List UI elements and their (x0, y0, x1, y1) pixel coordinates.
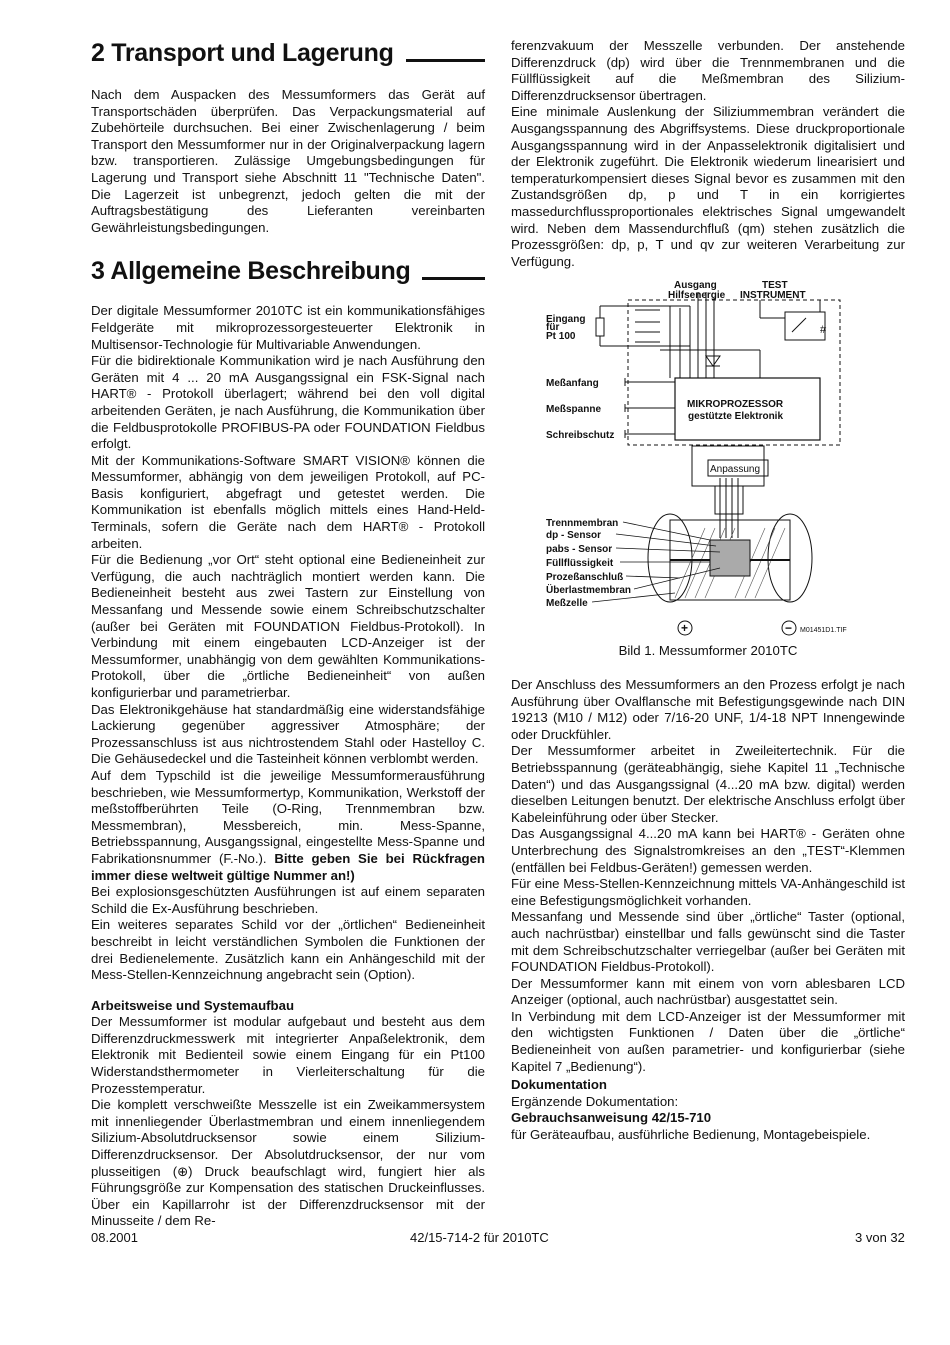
paragraph: Der Messumformer arbeitet in Zweileitertechnik. Für die Betriebsspannung (geräteabhängig, siehe Kapitel 11 „Technische Daten“) und das Ausgangssignal (4...20 mA bzw. digital) werden dieselben Leitungen benutzt. Der elektrische Anschluss erfolgt über Kabeleinführung oder über Stecker. (511, 743, 905, 825)
paragraph: Das Elektronikgehäuse hat standardmäßig eine widerstandsfähige Lackierung gegenüber aggressiver Atmosphäre; der Prozessanschluss ist aus nichtrostendem Stahl oder Hastelloy C. Die Gehäusedeckel und die Tasteinheit können verblombt werden. (91, 701, 485, 767)
pt100-resistor (596, 318, 604, 336)
paragraph: Der Messumformer ist modular aufgebaut und besteht aus dem Differenzdruckmesswerk mit integrierter Anpaßelektronik, dem Elektronik mit Bedienteil sowie einem Eingang für ein Pt100 Widerstandsthermometer in Vierleiterschaltung für die Prozesstemperatur. (91, 1014, 485, 1096)
section-2-heading: 2 Transport und Lagerung (91, 38, 485, 68)
figure-caption: Bild 1. Messumformer 2010TC (618, 643, 798, 658)
label-elektronik: gestützte Elektronik (688, 411, 784, 422)
label-hash: # (820, 324, 827, 336)
right-column (511, 38, 905, 270)
figure-file-id: M01451D1.TIF (800, 627, 847, 634)
label-test: TEST (762, 280, 788, 291)
label-anpassung: Anpassung (710, 464, 761, 475)
label-mikroprozessor: MIKROPROZESSOR (687, 399, 784, 410)
section-3-heading: 3 Allgemeine Beschreibung (91, 256, 485, 286)
label-messzelle: Meßzelle (546, 598, 588, 609)
label-ausgang: Ausgang (674, 280, 717, 291)
label-fuellfluessigkeit: Füllflüssigkeit (546, 558, 614, 569)
paragraph: Der Anschluss des Messumformers an den Prozess erfolgt je nach Ausführung über Ovalflansche mit Befestigungsgewinde nach DIN 19213 (M10 / M12) oder 7/16-20 UNF, 1/4-18 NPT Innengewinde oder Druckfühler. (511, 677, 905, 742)
paragraph: In Verbindung mit dem LCD-Anzeiger ist der Messumformer mit den wichtigsten Funktionen / Daten über die „örtliche“ Bedieneinheit von außen parametrier- und konfigurierbar (siehe Kapitel 7 „Bedienung“). (511, 1008, 905, 1074)
paragraph: Für die Bedienung „vor Ort“ steht optional eine Bedieneinheit zur Verfügung, die auch nachträglich montiert werden kann. Die Bedieneinheit besteht aus zwei Tastern zur Einstellung von Messanfang und Messende sowie einem Schreibschutzschalter (außer bei Geräten mit FOUNDATION Fieldbus-Protokoll). In Verbindung mit einem eingebauten LCD-Anzeiger ist der Messumformer, unabhängig von dem gewählten Kommunikations-Protokoll, über die „örtliche Bedieneinheit“ von außen konfigurierbar und parametrierbar. (91, 552, 485, 700)
footer-document: 42/15-714-2 für 2010TC (410, 1230, 549, 1245)
paragraph: Der Messumformer kann mit einem von vorn ablesbaren LCD Anzeiger (optional, auch nachrüstbar) ausgestattet sein. (511, 975, 905, 1008)
doc-line: für Geräteaufbau, ausführliche Bedienung, Montagebeispiele. (511, 1127, 871, 1143)
label-pt100: Pt 100 (546, 331, 576, 342)
label-eingang: Eingang (546, 314, 586, 325)
section-2-body: Nach dem Auspacken des Messumformers das Gerät auf Transportschäden überprüfen. Das Verpackungsmaterial auf Zubehörteile durchsuchen. Bei einer Zwischenlagerung / beim Transport den Messumformer nur in der Originalverpackung lagern bzw. transportieren. Zulässige Umgebungsbedingungen für Lagerung und Transport siehe Abschnitt 11 "Technische Daten". Die Lagerzeit ist unbegrenzt, jedoch gelten die mit der Auftragsbestätigung des Lieferanten vereinbarten Gewährleistungsbedingungen. (91, 87, 485, 235)
heading-rule (422, 277, 485, 280)
left-column (91, 38, 485, 1230)
paragraph: Die komplett verschweißte Messzelle ist ein Zweikammersystem mit innenliegender Überlastmembran und einem innenliegendem Silizium-Absolutdrucksensor sowie einem Silizium-Differenzdrucksensor. Der Absolutdrucksensor, der nur vom plusseitigen (⊕) Druck beaufschlagt wird, fungiert hier als Führungsgröße zur Kompensation des statischen Druckeinflusses. Über ein Kapillarrohr ist der Differenzdrucksensor mit der Minusseite / dem Re- (91, 1097, 485, 1229)
paragraph: Bei explosionsgeschützten Ausführungen ist auf einem separaten Schild die Ex-Ausführung beschrieben. (91, 884, 485, 916)
paragraph: Für eine Mess-Stellen-Kennzeichnung mittels VA-Anhängeschild ist eine Befestigungsmöglichkeit vorhanden. (511, 876, 905, 908)
label-prozessanschluss: Prozeßanschluß (546, 572, 624, 583)
subsection-heading: Arbeitsweise und Systemaufbau (91, 997, 294, 1013)
paragraph: Für die bidirektionale Kommunikation wird je nach Ausführung den Geräten mit 4 ... 20 mA Ausgangssignal ein FSK-Signal nach HART® - Protokoll überlagert; während bei den voll digital arbeitenden Geräten, je nach Ausführung, die Kommunikation über die Feldbusprotokolle PROFIBUS-PA oder FOUNDATION Fieldbus erfolgt. (91, 353, 485, 452)
paragraph: ferenzvakuum der Messzelle verbunden. Der anstehende Differenzdruck (dp) wird über die Trennmembranen und die Füllflüssigkeit auf die Meßmembran des Silizium-Differenzdrucksensor übertragen. (511, 38, 905, 103)
label-trennmembran: Trennmembran (546, 518, 619, 529)
important-note: Bitte geben Sie bei Rückfragen immer diese weltweit gültige Nummer an!) (91, 850, 485, 883)
heading-rule (406, 59, 485, 62)
transmitter-diagram (530, 278, 860, 640)
paragraph: Der digitale Messumformer 2010TC ist ein kommunikationsfähiges Feldgeräte mit mikroprozessorgesteuerter Elektronik in Multisensor-Technologie für Multivariable Anwendungen. (91, 303, 485, 352)
footer-page: 3 von 32 (855, 1230, 905, 1245)
minus-symbol: − (785, 621, 793, 635)
doc-heading: Dokumentation (511, 1077, 607, 1093)
label-fuer: für (546, 322, 560, 333)
label-messanfang: Meßanfang (546, 378, 599, 389)
paragraph: Ein weiteres separates Schild vor der „örtlichen“ Bedieneinheit beschreibt in leicht verständlichen Symbolen die Funktionen der drei Bedienelemente. Zusätzlich kann ein Anhängeschild mit der Mess-Stellen-Kennzeichnung angebracht sein (Option). (91, 917, 485, 983)
paragraph: Messanfang und Messende sind über „örtliche“ Taster (optional, auch nachrüstbar) einstellbar und falls gewünscht sind die Taster mit dem Schreibschutzschalter verriegelbar (außer bei Geräten mit FOUNDATION Fieldbus-Protokoll). (511, 909, 905, 975)
label-ueberlastmembran: Überlastmembran (546, 585, 632, 596)
label-pabs-sensor: pabs - Sensor (546, 544, 613, 555)
diode-symbol (706, 356, 720, 366)
paragraph: Eine minimale Auslenkung der Siliziummembran verändert die Ausgangsspannung des Abgriffsystems. Diese druckproportionale Ausgangsspannung wird in der Anpasselektronik digitalisiert und der Elektronik zugeführt. Die Elektronik wiederum linearisiert und temperaturkompensiert dieses Signal bevor es zusammen mit den Zustandsgrößen dp, p und T in ein korrigiertes massedurchflussproportionales elektrisches Signal umgewandelt wird. Neben dem Massendurchfluß (qm) stehen zusätzlich die Prozessgrößen: dp, p, T und qv zur weiteren Verarbeitung zur Verfügung. (511, 104, 905, 269)
paragraph: Mit der Kommunikations-Software SMART VISION® können die Messumformer, abhängig von dem jeweiligen Protokoll, auf PC-Basis konfiguriert, abgefragt und getestet werden. Die Kommunikation ist ebenfalls möglich mittels eines Hand-Held-Terminals, sofern die Geräte nach dem HART® - Protokoll arbeiten. (91, 452, 485, 551)
paragraph: Auf dem Typschild ist die jeweilige Messumformerausführung beschrieben, wie Messumformertyp, Kommunikation, Werkstoff der meßstoffberührten Teile (O-Ring, Trennmembran bzw. Messmembran), Messbereich, min. Mess-Spanne, Betriebsspannung, Ausgangssignal, eingestellte Mess-Spanne und Fabrikationsnummer (F.-No.). Bitte geben Sie bei Rückfragen immer diese weltweit gültige Nummer an!) (91, 767, 485, 883)
right-column-lower (511, 677, 905, 1144)
label-schreibschutz: Schreibschutz (546, 430, 615, 441)
footer-date: 08.2001 (91, 1230, 138, 1245)
doc-title: Gebrauchsanweisung 42/15-710 (511, 1110, 712, 1126)
sensor-core (710, 540, 750, 576)
test-instrument (785, 312, 825, 340)
label-hilfsenergie: Hilfsenergie (668, 290, 726, 301)
label-instrument: INSTRUMENT (740, 290, 806, 301)
label-dp-sensor: dp - Sensor (546, 530, 602, 541)
neck (715, 486, 743, 514)
plus-symbol: + (681, 621, 689, 635)
doc-line: Ergänzende Dokumentation: (511, 1093, 679, 1109)
label-messspanne: Meßspanne (546, 404, 602, 415)
paragraph: Das Ausgangssignal 4...20 mA kann bei HART® - Geräten ohne Unterbrechung des Signalstromkreises an den „TEST“-Klemmen (entfällen bei Feldbus-Geräten!) gemessen werden. (511, 826, 905, 875)
